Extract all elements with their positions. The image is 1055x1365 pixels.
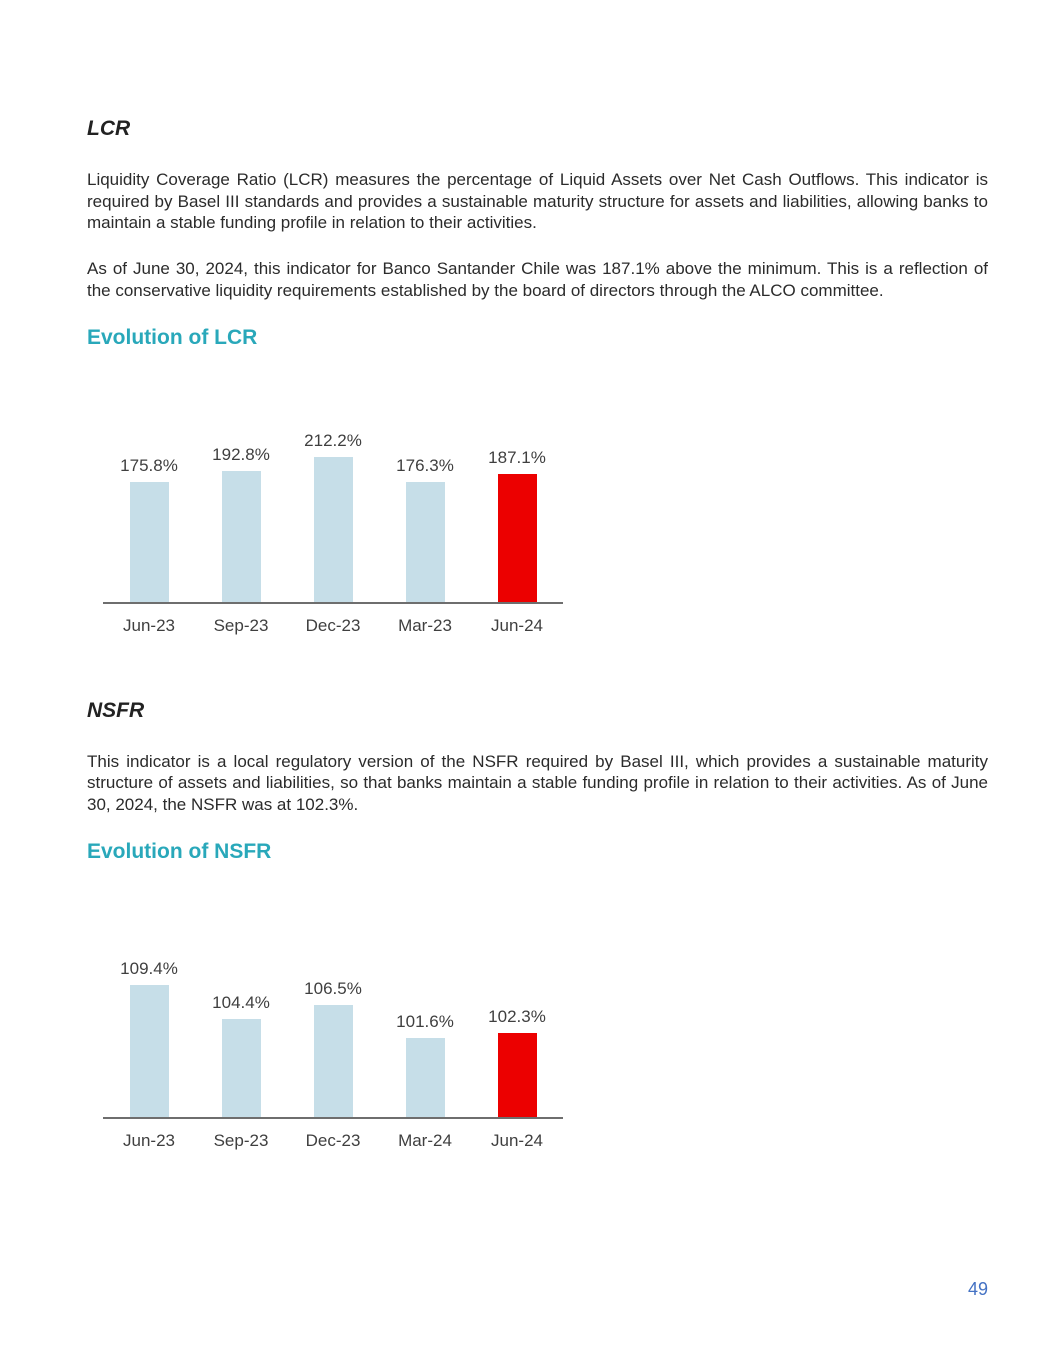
bar-value-label: 104.4% [212, 992, 270, 1012]
chart-bar-column [195, 445, 287, 602]
chart-bar-column [379, 1012, 471, 1117]
nsfr-paragraph-1: This indicator is a local regulatory version of the NSFR required by Basel III, which provides a sustainable maturity structure of assets and liabilities, so that banks maintain a stable funding profile in relation to their activities. As of June 30, 2024, the NSFR was at 102.3%. [87, 751, 988, 814]
chart-bar-column [103, 959, 195, 1117]
x-axis-tick-label: Sep-23 [213, 1130, 269, 1150]
evolution-of-lcr-heading: Evolution of LCR [87, 325, 258, 349]
x-axis-tick-label: Jun-23 [123, 615, 175, 635]
evolution-of-nsfr-heading: Evolution of NSFR [87, 839, 272, 863]
page-number: 49 [967, 1279, 988, 1299]
chart-bar [498, 1033, 537, 1117]
x-axis-tick-label: Dec-23 [305, 615, 361, 635]
chart-bar-column [287, 431, 379, 602]
page-content [87, 0, 988, 1151]
x-axis-tick-label: Sep-23 [213, 615, 269, 635]
lcr-chart-x-axis-labels [103, 615, 563, 636]
bar-value-label: 101.6% [396, 1011, 454, 1031]
bar-value-label: 176.3% [396, 455, 454, 475]
x-axis-tick-label: Mar-23 [398, 615, 452, 635]
nsfr-chart-x-axis-labels [103, 1130, 563, 1151]
chart-bar [222, 1019, 261, 1117]
bar-value-label: 175.8% [120, 455, 178, 475]
chart-bar-column [195, 993, 287, 1117]
chart-bar [222, 471, 261, 602]
x-axis-tick-label: Jun-24 [491, 615, 543, 635]
chart-bar-column [379, 456, 471, 602]
chart-bar [406, 482, 445, 602]
chart-bar [314, 1005, 353, 1117]
lcr-paragraph-2: As of June 30, 2024, this indicator for Banco Santander Chile was 187.1% above the minimum. This is a reflection of the conservative liquidity requirements established by the board of directors through the ALCO committee. [87, 259, 988, 300]
lcr-paragraph-1: Liquidity Coverage Ratio (LCR) measures the percentage of Liquid Assets over Net Cash Outflows. This indicator is required by Basel III standards and provides a sustainable maturity structure for assets and liabilities, allowing banks to maintain a stable funding profile in relation to their activities. [87, 170, 988, 233]
lcr-section-heading: LCR [87, 117, 131, 140]
x-axis-tick-label: Mar-24 [398, 1130, 452, 1150]
chart-bar [406, 1038, 445, 1117]
bar-value-label: 106.5% [304, 978, 362, 998]
chart-bar-column [471, 1007, 563, 1117]
x-axis-tick-label: Jun-24 [491, 1130, 543, 1150]
x-axis-tick-label: Jun-23 [123, 1130, 175, 1150]
lcr-chart-plot-area [103, 428, 563, 604]
bar-value-label: 109.4% [120, 958, 178, 978]
lcr-bar-chart [103, 428, 563, 636]
chart-bar [130, 985, 169, 1117]
x-axis-tick-label: Dec-23 [305, 1130, 361, 1150]
bar-value-label: 187.1% [488, 447, 546, 467]
bar-value-label: 102.3% [488, 1006, 546, 1026]
nsfr-section-heading: NSFR [87, 698, 145, 722]
chart-bar [130, 482, 169, 602]
chart-bar-column [471, 448, 563, 602]
chart-bar-column [103, 456, 195, 602]
nsfr-chart-plot-area [103, 957, 563, 1119]
nsfr-bar-chart [103, 957, 563, 1151]
chart-bar-column [287, 979, 379, 1117]
bar-value-label: 192.8% [212, 444, 270, 464]
chart-bar [314, 457, 353, 602]
chart-bar [498, 474, 537, 602]
bar-value-label: 212.2% [304, 430, 362, 450]
